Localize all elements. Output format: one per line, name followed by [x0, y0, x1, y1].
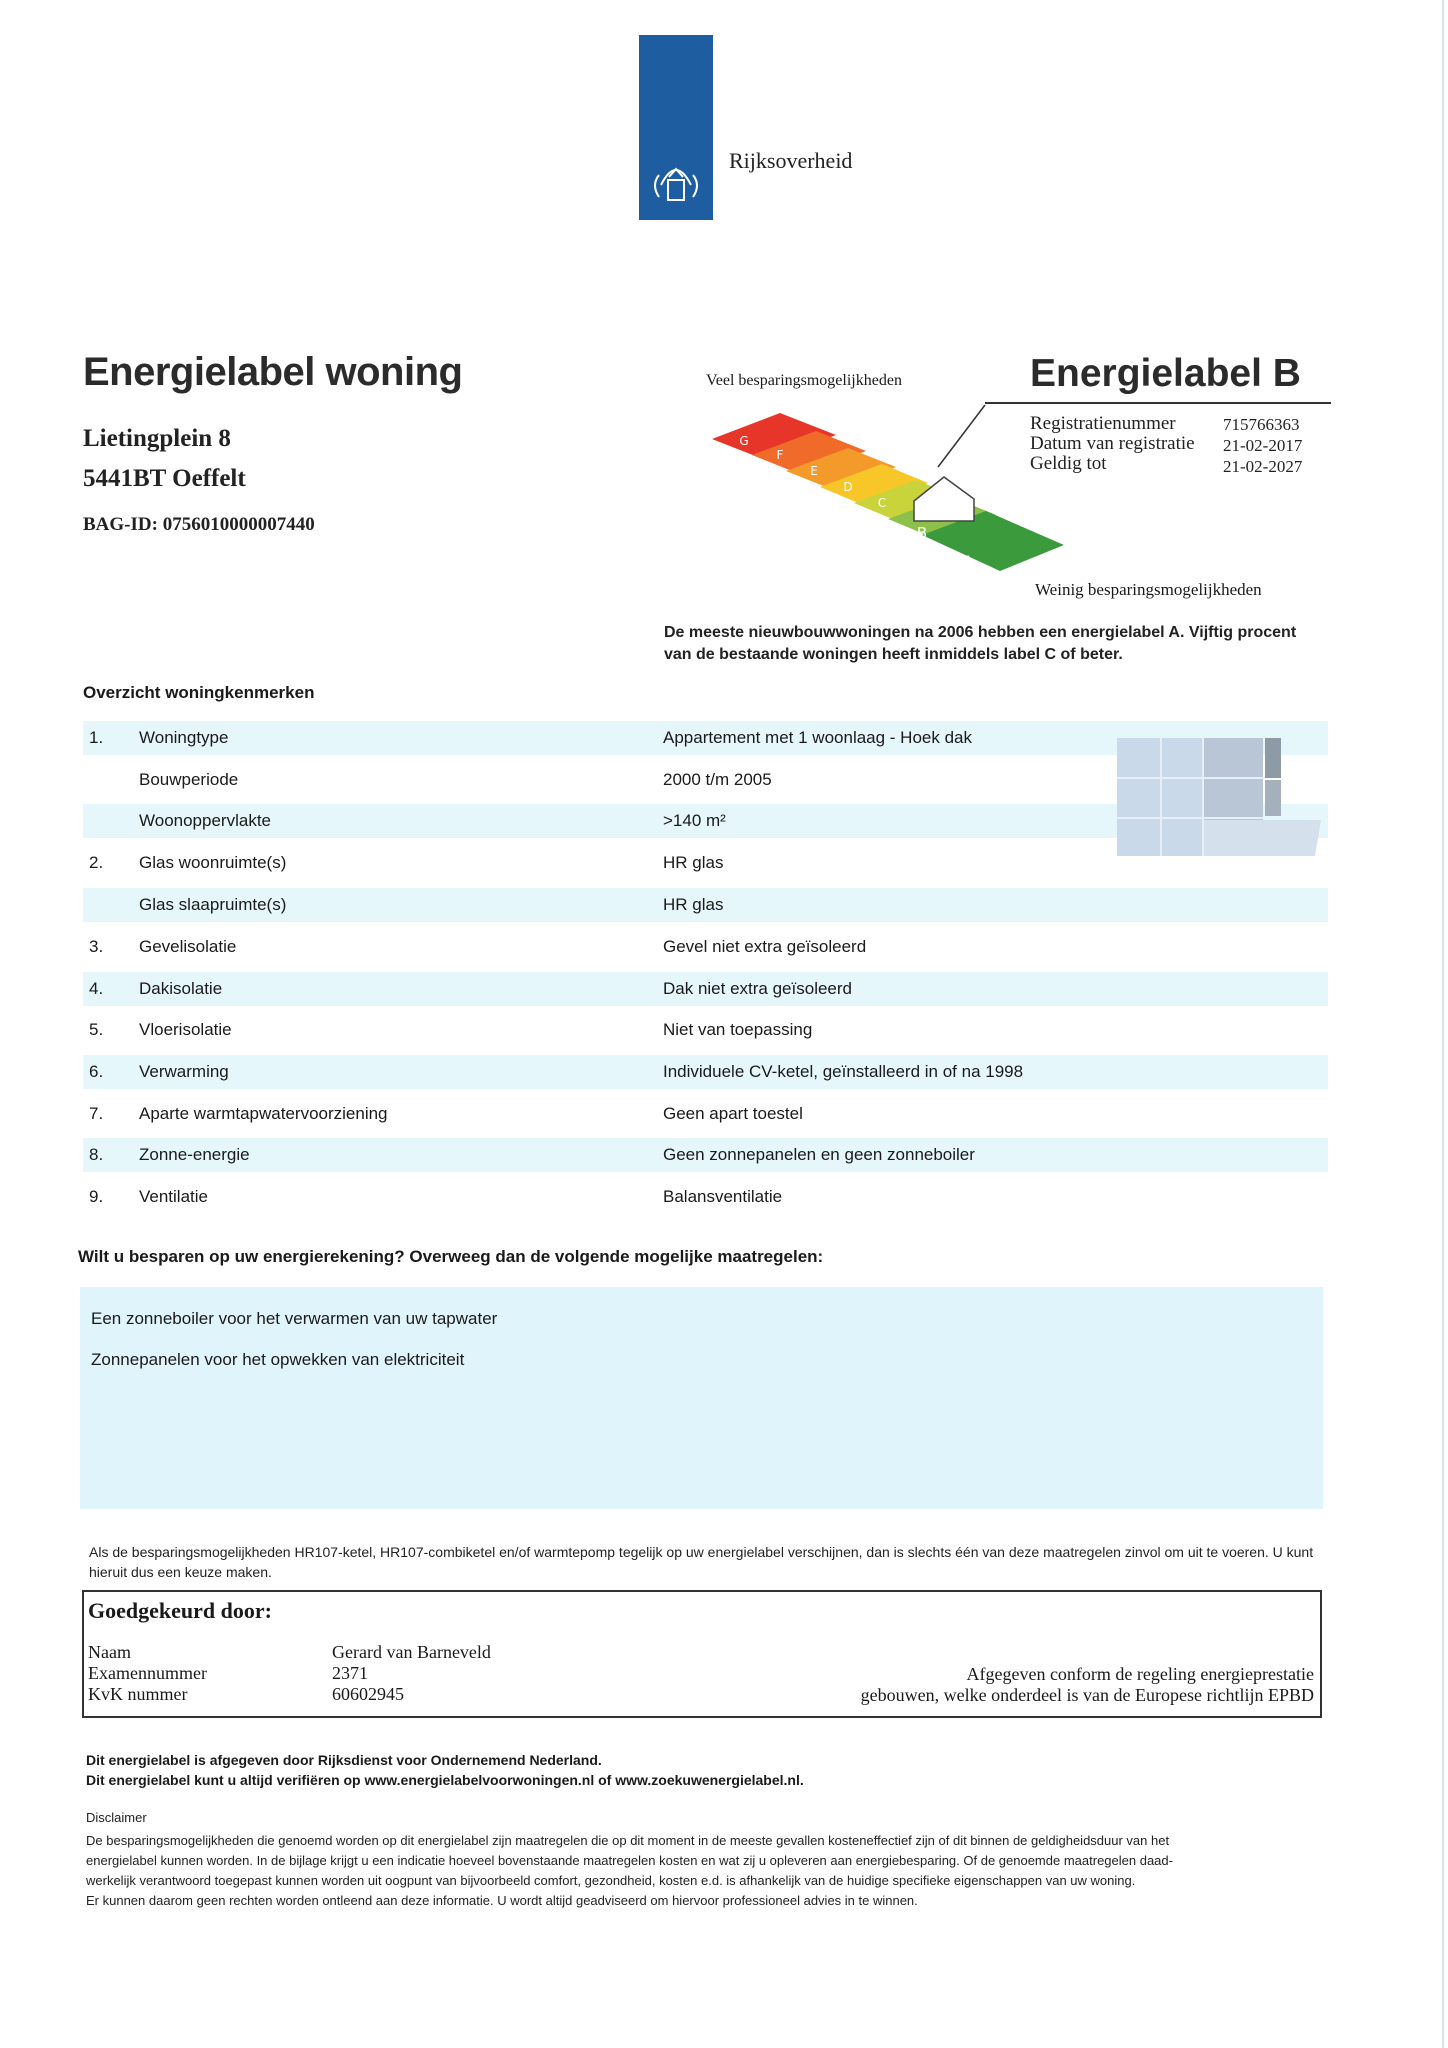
measure-item: Zonnepanelen voor het opwekken van elektriciteit: [91, 1350, 465, 1369]
row-value: >140 m²: [663, 811, 726, 830]
pointer-line: [938, 405, 985, 467]
kvk-number-value: 60602945: [332, 1684, 404, 1704]
table-row: [83, 888, 1328, 922]
table-row: [83, 930, 1328, 964]
crest-icon: [639, 35, 713, 220]
row-number: 6.: [89, 1062, 104, 1081]
row-number: 3.: [89, 937, 104, 956]
disclaimer-title: Disclaimer: [86, 1810, 147, 1825]
row-value: HR glas: [663, 853, 724, 872]
verify-info: Dit energielabel kunt u altijd verifiëren op www.energielabelvoorwoningen.nl of www.zoekuwenergielabel.nl.: [86, 1772, 804, 1788]
row-label: Vloerisolatie: [139, 1020, 232, 1039]
row-value: Geen apart toestel: [663, 1104, 803, 1123]
conformity-line: gebouwen, welke onderdeel is van de Europese richtlijn EPBD: [860, 1685, 1314, 1705]
scale-letter-f: F: [776, 448, 784, 462]
scale-top-caption: Veel besparingsmogelijkheden: [706, 372, 902, 389]
scale-bottom-caption: Weinig besparingsmogelijkheden: [1035, 580, 1262, 599]
logo-text: Rijksoverheid: [729, 148, 853, 173]
kvk-number-label: KvK nummer: [88, 1684, 188, 1704]
exam-number-value: 2371: [332, 1663, 368, 1683]
disclaimer-line: werkelijk verantwoord toegepast kunnen worden uit oogpunt van bijvoorbeeld comfort, gezondheid, kosten e.d. is afhankelijk van de huidige specifieke eigenschappen van uw woning.: [86, 1873, 1136, 1888]
row-label: Ventilatie: [139, 1187, 208, 1206]
name-label: Naam: [88, 1642, 131, 1662]
table-row: [83, 1180, 1328, 1214]
row-label: Dakisolatie: [139, 979, 223, 998]
address-city: 5441BT Oeffelt: [83, 465, 246, 492]
row-number: 8.: [89, 1145, 104, 1164]
row-label: Verwarming: [139, 1062, 229, 1081]
row-label: Gevelisolatie: [139, 937, 237, 956]
row-number: 7.: [89, 1104, 104, 1123]
row-number: 5.: [89, 1020, 104, 1039]
registration-number-value: 715766363: [1223, 415, 1300, 434]
disclaimer-line: De besparingsmogelijkheden die genoemd worden op dit energielabel zijn maatregelen die op dit moment in de meeste gevallen kosteneffectief zijn of dit binnen de geldigheidsduur van het: [86, 1833, 1170, 1848]
measures-box: [80, 1287, 1323, 1509]
scale-letter-a: A: [962, 552, 974, 571]
label-title-rule: [985, 402, 1331, 404]
table-row: [83, 972, 1328, 1006]
disclaimer-line: Er kunnen daarom geen rechten worden ontleend aan deze informatie. U wordt altijd geadviseerd om hiervoor professioneel advies in te winnen.: [86, 1893, 918, 1908]
issued-by: Dit energielabel is afgegeven door Rijksdienst voor Ondernemend Nederland.: [86, 1752, 602, 1768]
label-note: De meeste nieuwbouwwoningen na 2006 hebben een energielabel A. Vijftig procent van de bestaande woningen heeft inmiddels label C of beter.: [664, 624, 1297, 663]
label-title: Energielabel B: [1030, 352, 1301, 395]
row-label: Bouwperiode: [139, 770, 239, 789]
approved-heading: Goedgekeurd door:: [88, 1598, 272, 1623]
measure-item: Een zonneboiler voor het verwarmen van uw tapwater: [91, 1309, 498, 1328]
scale-letter-d: D: [843, 480, 853, 494]
name-value: Gerard van Barneveld: [332, 1642, 491, 1662]
rijksoverheid-logo-bar: [639, 35, 713, 220]
approved-box: [82, 1590, 1322, 1718]
page-edge: [1442, 0, 1444, 2048]
disclaimer-line: energielabel kunnen worden. In de bijlage krijgt u een indicatie hoeveel bovenstaande maatregelen kosten en wat zij u opleveren aan energiebesparing. Of de genoemde maatregelen daad-: [86, 1853, 1173, 1868]
row-label: Glas slaapruimte(s): [139, 895, 287, 914]
conformity-statement: [861, 1664, 1314, 1706]
row-number: 9.: [89, 1187, 104, 1206]
exam-number-label: Examennummer: [88, 1663, 207, 1683]
registration-number-label: Registratienummer: [1030, 413, 1176, 434]
row-number: 2.: [89, 853, 104, 872]
row-value: Individuele CV-ketel, geïnstalleerd in of na 1998: [663, 1062, 1024, 1081]
scale-letter-g: G: [739, 434, 749, 448]
scale-letter-e: E: [810, 464, 818, 478]
approved-keys: [88, 1642, 207, 1705]
scale-letter-c: C: [877, 496, 887, 510]
row-number: 1.: [89, 728, 104, 747]
bag-id: BAG-ID: 0756010000007440: [83, 514, 315, 535]
row-value: Geen zonnepanelen en geen zonneboiler: [663, 1145, 975, 1164]
conformity-line: Afgegeven conform de regeling energieprestatie: [966, 1664, 1314, 1684]
table-row: [83, 1097, 1328, 1131]
measures-heading: Wilt u besparen op uw energierekening? Overweeg dan de volgende mogelijke maatregelen:: [78, 1247, 824, 1266]
footer-info: [86, 1750, 804, 1790]
disclaimer-text: [86, 1831, 1326, 1911]
energy-scale-graphic: [700, 395, 1070, 595]
registration-date-label: Datum van registratie: [1030, 433, 1195, 454]
row-value: Gevel niet extra geïsoleerd: [663, 937, 867, 956]
approved-values: [332, 1642, 491, 1705]
overview-heading: Overzicht woningkenmerken: [83, 683, 315, 702]
table-row: [83, 1055, 1328, 1089]
row-number: 4.: [89, 979, 104, 998]
row-value: Appartement met 1 woonlaag - Hoek dak: [663, 728, 973, 747]
row-label: Woningtype: [139, 728, 229, 747]
page-title: Energielabel woning: [83, 350, 463, 394]
row-label: Woonoppervlakte: [139, 811, 271, 830]
row-value: Dak niet extra geïsoleerd: [663, 979, 852, 998]
table-row: [83, 1138, 1328, 1172]
row-value: 2000 t/m 2005: [663, 770, 772, 789]
address-street: Lietingplein 8: [83, 425, 231, 452]
valid-until-label: Geldig tot: [1030, 453, 1107, 474]
table-row: [83, 1013, 1328, 1047]
valid-until-value: 21-02-2027: [1223, 457, 1303, 476]
row-value: Balansventilatie: [663, 1187, 783, 1206]
row-label: Aparte warmtapwatervoorziening: [139, 1104, 388, 1123]
row-label: Glas woonruimte(s): [139, 853, 287, 872]
registration-date-value: 21-02-2017: [1223, 436, 1303, 455]
building-illustration: [1115, 734, 1321, 862]
measures-footnote: Als de besparingsmogelijkheden HR107-ketel, HR107-combiketel en/of warmtepomp tegelijk op uw energielabel verschijnen, dan is slechts één van deze maatregelen zinvol om uit te voeren. U kunt hieruit dus een keuze maken.: [89, 1544, 1314, 1580]
row-value: HR glas: [663, 895, 724, 914]
row-value: Niet van toepassing: [663, 1020, 813, 1039]
scale-letter-b: B: [916, 524, 928, 542]
row-label: Zonne-energie: [139, 1145, 250, 1164]
